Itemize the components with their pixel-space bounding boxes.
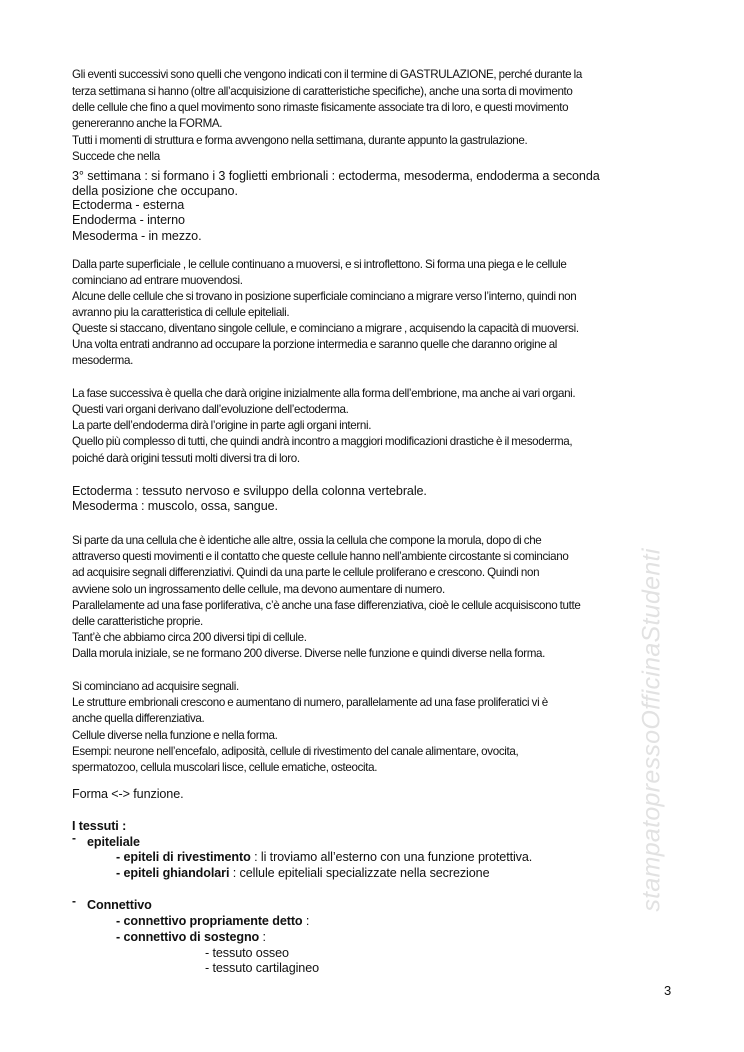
list-item-connettivo: Connettivo	[87, 898, 152, 912]
text-line: poiché darà origini tessuti molti diversi tra di loro.	[72, 452, 300, 465]
text-line: avranno piu la caratteristica di cellule epiteliali.	[72, 306, 290, 319]
text-line: Si parte da una cellula che è identiche alle altre, ossia la cellula che compone la morula, dopo di che	[72, 534, 542, 547]
text-line: Quello più complesso di tutti, che quindi andrà incontro a maggiori modificazioni drastiche è il mesoderma,	[72, 435, 573, 448]
text-line: Mesoderma : muscolo, ossa, sangue.	[72, 499, 278, 513]
text-line: Ectoderma - esterna	[72, 198, 185, 212]
text-line: Dalla parte superficiale , le cellule continuano a muoversi, e si introflettono. Si forma una piega e le cellule	[72, 258, 567, 271]
text-line: Tutti i momenti di struttura e forma avvengono nella settimana, durante appunto la gastrulazione.	[72, 134, 528, 147]
text-line: Mesoderma - in mezzo.	[72, 229, 202, 243]
term: - connettivo propriamente detto	[116, 914, 303, 928]
text-line: Forma <-> funzione.	[72, 787, 184, 801]
tessuti-heading: I tessuti :	[72, 819, 127, 833]
text-line: avviene solo un ingrossamento delle cellule, ma devono aumentare di numero.	[72, 583, 445, 596]
text-line: spermatozoo, cellula muscolari lisce, cellule ematiche, osteocita.	[72, 761, 378, 774]
list-item-epiteli-rivestimento	[116, 849, 532, 865]
text-line: terza settimana si hanno (oltre all’acquisizione di caratteristiche specifiche), anche una sorta di movimento	[72, 85, 573, 98]
list-item-connettivo-sostegno	[116, 929, 266, 945]
text-line: mesoderma.	[72, 354, 133, 367]
page-number: 3	[664, 983, 672, 998]
text-line: cominciano ad entrare muovendosi.	[72, 274, 243, 287]
text-line: La fase successiva è quella che darà origine inizialmente alla forma dell’embrione, ma anche ai vari organi.	[72, 387, 576, 400]
text-line: Succede che nella	[72, 150, 160, 163]
text-line: Queste si staccano, diventano singole cellule, e cominciano a migrare , acquisendo la capacità di muoversi.	[72, 322, 579, 335]
text-line: Ectoderma : tessuto nervoso e sviluppo della colonna vertebrale.	[72, 484, 427, 498]
term: - connettivo di sostegno	[116, 930, 260, 944]
watermark: stampatopressoOfficinaStudenti	[637, 548, 666, 912]
definition: : li troviamo all’esterno con una funzione protettiva.	[250, 850, 533, 864]
text-line: Dalla morula iniziale, se ne formano 200 diverse. Diverse nelle funzione e quindi diverse nella forma.	[72, 647, 545, 660]
text-line: Endoderma - interno	[72, 213, 185, 227]
bullet-dash: -	[72, 894, 76, 908]
text-line: 3° settimana : si formano i 3 foglietti embrionali : ectoderma, mesoderma, endoderma a seconda	[72, 169, 600, 183]
definition: :	[302, 914, 310, 928]
definition: :	[259, 930, 266, 944]
term: - epiteli di rivestimento	[116, 850, 251, 864]
bullet-dash: -	[72, 831, 76, 845]
text-line: anche quella differenziativa.	[72, 712, 205, 725]
text-line: ad acquisire segnali differenziativi. Quindi da una parte le cellule proliferano e crescono. Quindi non	[72, 566, 540, 579]
text-line: genereranno anche la FORMA.	[72, 117, 223, 130]
text-line: Tant’è che abbiamo circa 200 diversi tipi di cellule.	[72, 631, 307, 644]
text-line: Esempi: neurone nell’encefalo, adiposità, cellule di rivestimento del canale alimentare, ovocita,	[72, 745, 519, 758]
text-line: Questi vari organi derivano dall’evoluzione dell’ectoderma.	[72, 403, 349, 416]
text-line: Cellule diverse nella funzione e nella forma.	[72, 729, 278, 742]
list-item-epiteliale: epiteliale	[87, 835, 140, 849]
list-item-tessuto-cartilagineo: - tessuto cartilagineo	[205, 961, 320, 975]
text-line: delle cellule che fino a quel movimento sono rimaste fisicamente associate tra di loro, e questi movimento	[72, 101, 569, 114]
text-line: Alcune delle cellule che si trovano in posizione superficiale cominciano a migrare verso l’interno, quindi non	[72, 290, 577, 303]
text-line: attraverso questi movimenti e il contatto che queste cellule hanno nell’ambiente circostante si cominciano	[72, 550, 569, 563]
text-line: La parte dell’endoderma dirà l’origine in parte agli organi interni.	[72, 419, 372, 432]
list-item-epiteli-ghiandolari	[116, 865, 489, 881]
term: - epiteli ghiandolari	[116, 866, 230, 880]
text-line: Gli eventi successivi sono quelli che vengono indicati con il termine di GASTRULAZIONE, perché durante la	[72, 68, 582, 81]
definition: : cellule epiteliali specializzate nella secrezione	[229, 866, 490, 880]
text-line: della posizione che occupano.	[72, 184, 238, 198]
list-item-connettivo-propriamente-detto	[116, 913, 309, 929]
text-line: Una volta entrati andranno ad occupare la porzione intermedia e saranno quelle che daranno origine al	[72, 338, 558, 351]
list-item-tessuto-osseo: - tessuto osseo	[205, 946, 289, 960]
text-line: Le strutture embrionali crescono e aumentano di numero, parallelamente ad una fase proliferatici vi è	[72, 696, 548, 709]
text-line: Parallelamente ad una fase porliferativa, c’è anche una fase differenziativa, cioè le cellule acquisiscono tutte	[72, 599, 581, 612]
text-line: delle caratteristiche proprie.	[72, 615, 203, 628]
text-line: Si cominciano ad acquisire segnali.	[72, 680, 239, 693]
